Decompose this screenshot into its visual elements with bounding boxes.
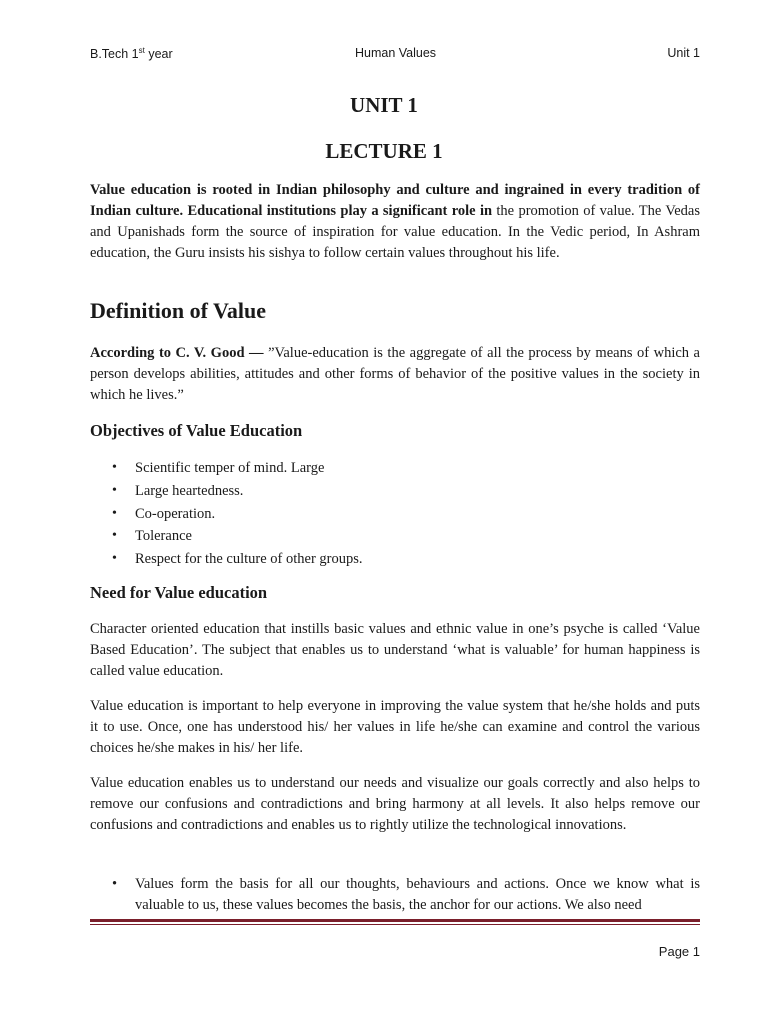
intro-normal: the promotion of value. The Vedas and Upanishads form the source of inspiration for value education. In the Vedic period, In Ashram education, the Guru insists his sishya to follow certain values throughout his life. [90, 203, 700, 261]
header-course-suffix: year [144, 47, 173, 62]
need-paragraph-2: Value education is important to help everyone in improving the value system that he/she holds and puts it to use. Once, one has understood his/ her values in life he/she can examine and control the various choices he/she makes in his/ her life. [90, 698, 700, 756]
definition-paragraph [90, 343, 700, 406]
definition-normal: ”Value-education is the aggregate of all the process by means of which a person develops abilities, attitudes and other forms of behavior of the positive values in the society in which he lives.” [90, 345, 700, 403]
header-unit: Unit 1 [667, 46, 700, 60]
list-item: • Respect for the culture of other groups. [90, 548, 363, 571]
intro-paragraph [90, 180, 700, 264]
list-item: • Large heartedness. [90, 480, 363, 503]
footer-rule-thick [90, 919, 700, 922]
header-course-text: B.Tech 1 [90, 47, 139, 62]
lecture-title: LECTURE 1 [325, 139, 443, 163]
need-heading: Need for Value education [90, 583, 268, 602]
list-item: • Co-operation. [90, 503, 363, 526]
list-item: • Tolerance [90, 525, 363, 548]
footer-rule-thin [90, 924, 700, 925]
header-course [90, 46, 173, 61]
need-paragraph-3: Value education enables us to understand our needs and visualize our goals correctly and also helps to remove our confusions and contradictions and bring harmony at all levels. It also helps remove our confusions and contradictions and enables us to rightly utilize the technological innovations. [90, 775, 700, 833]
need-paragraph-1: Character oriented education that instills basic values and ethnic value in one’s psyche is called ‘Value Based Education’. The subject that enables us to understand ‘what is valuable’ for human happiness is called value education. [90, 621, 700, 679]
definition-heading: Definition of Value [90, 298, 267, 323]
unit-title: UNIT 1 [350, 93, 418, 117]
intro-bold: Value education is rooted in Indian philosophy and culture and ingrained in every tradition of Indian culture. Educational institutions play a significant role in [90, 182, 700, 219]
list-item: • Scientific temper of mind. Large [90, 457, 363, 480]
bullet-dot: • [112, 876, 118, 892]
objectives-heading: Objectives of Value Education [90, 421, 303, 440]
header-subject: Human Values [355, 46, 437, 60]
definition-bold: According to C. V. Good — [90, 345, 264, 361]
values-bullet [90, 874, 700, 916]
page-number: Page 1 [658, 944, 700, 959]
values-bullet-text: Values form the basis for all our thoughts, behaviours and actions. Once we know what is valuable to us, these values becomes the basis, the anchor for our actions. We also need [135, 876, 700, 913]
objectives-list [90, 457, 363, 571]
header-course-sup: st [138, 46, 145, 55]
